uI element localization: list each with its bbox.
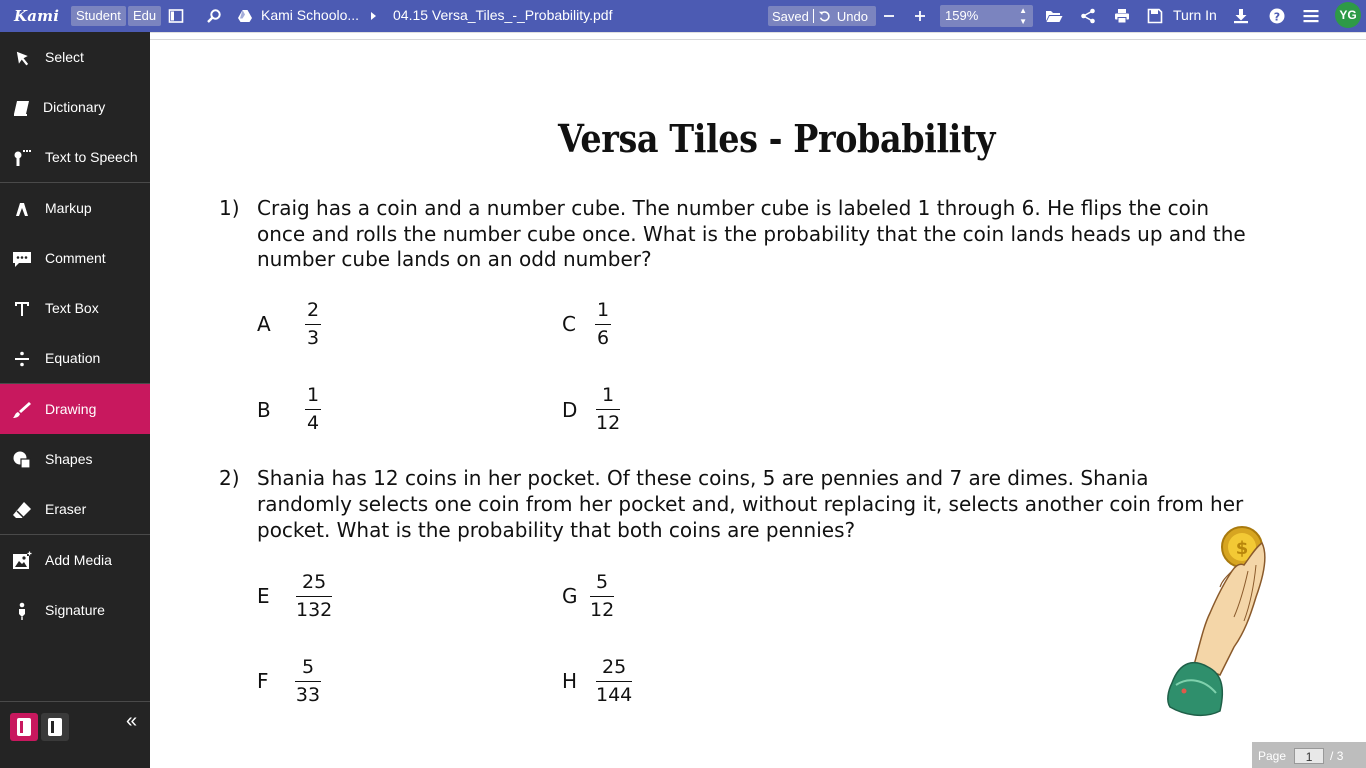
turn-in-button[interactable]: Turn In	[1173, 7, 1217, 23]
question-1-line-2: once and rolls the number cube once. What is the probability that the coin lands heads up and the	[257, 221, 1246, 246]
zoom-value: 159%	[945, 8, 979, 23]
page-label: Page	[1258, 748, 1287, 763]
print-icon[interactable]	[1114, 8, 1130, 24]
numerator: 1	[306, 384, 320, 406]
page-indicator	[1252, 742, 1366, 768]
sidebar-item-label: Shapes	[45, 451, 93, 467]
divide-icon	[11, 348, 33, 370]
numerator: 25	[602, 656, 627, 678]
sidebar-item-drawing[interactable]	[0, 384, 150, 434]
denominator: 33	[295, 684, 321, 706]
save-status-group	[768, 6, 876, 26]
question-1-line-1: Craig has a coin and a number cube. The number cube is labeled 1 through 6. He flips the coin	[257, 196, 1210, 220]
page-edge	[150, 39, 1366, 40]
undo-icon	[818, 10, 830, 22]
denominator: 12	[596, 412, 621, 434]
page-number-input[interactable]: 1	[1294, 748, 1324, 764]
denominator: 3	[306, 327, 320, 349]
collapse-sidebar-icon[interactable]: «	[126, 710, 138, 732]
pen-icon	[11, 600, 33, 622]
select-arrows-icon: ▲ ▼	[1019, 6, 1027, 26]
numerator: 1	[602, 384, 615, 406]
option-fraction	[296, 571, 332, 621]
avatar[interactable]: YG	[1335, 2, 1361, 28]
highlighter-icon	[11, 198, 33, 220]
fraction-bar	[296, 596, 332, 597]
denominator: 132	[296, 599, 333, 621]
kami-logo[interactable]: Kami	[14, 7, 60, 25]
chevron-right-icon	[365, 8, 381, 24]
sidebar-item-signature[interactable]	[0, 585, 150, 635]
sidebar-item-text-to-speech[interactable]	[0, 132, 150, 182]
sidebar-item-comment[interactable]	[0, 233, 150, 283]
sidebar-item-label: Equation	[45, 350, 101, 366]
denominator: 4	[306, 412, 320, 434]
download-icon[interactable]	[1233, 8, 1249, 24]
saved-status: Saved	[772, 8, 809, 24]
sidebar-item-label: Text Box	[45, 300, 99, 316]
option-fraction	[305, 384, 321, 434]
page-total: / 3	[1330, 748, 1344, 763]
option-letter: H	[562, 669, 578, 693]
fraction-bar	[305, 409, 321, 410]
question-number: 1)	[219, 196, 240, 220]
shapes-icon	[11, 449, 33, 471]
sidebar-item-eraser[interactable]	[0, 484, 150, 534]
sidebar-item-label: Text to Speech	[45, 149, 138, 165]
sidebar-item-label: Eraser	[45, 501, 87, 517]
sidebar-item-label: Signature	[45, 602, 105, 618]
sidebar-item-label: Dictionary	[43, 99, 106, 115]
zoom-out-icon[interactable]	[881, 8, 897, 24]
undo-label: Undo	[836, 8, 868, 24]
svg-text:$: $	[1235, 538, 1249, 559]
sidebar-item-markup[interactable]	[0, 183, 150, 233]
option-letter: E	[257, 584, 270, 608]
search-icon[interactable]	[206, 8, 222, 24]
document-viewer[interactable]	[150, 32, 1366, 768]
option-letter: A	[257, 312, 271, 336]
denominator: 144	[596, 684, 633, 706]
zoom-select[interactable]	[940, 5, 1033, 27]
sidebar-toggle-icon[interactable]	[168, 8, 184, 24]
text-icon	[11, 298, 33, 320]
google-drive-icon	[237, 8, 253, 24]
help-icon[interactable]	[1269, 8, 1285, 24]
single-page-icon	[17, 718, 31, 736]
option-fraction	[305, 299, 321, 349]
option-letter: F	[257, 669, 269, 693]
sidebar-item-label: Select	[45, 49, 84, 65]
option-fraction	[595, 299, 611, 349]
sidebar-item-add-media[interactable]	[0, 535, 150, 585]
question-2-line-3: pocket. What is the probability that both coins are pennies?	[257, 518, 856, 542]
undo-button[interactable]	[814, 9, 876, 24]
option-letter: G	[562, 584, 578, 608]
page-panel-button[interactable]	[41, 713, 69, 741]
option-fraction	[590, 571, 614, 621]
numerator: 1	[596, 299, 610, 321]
numerator: 5	[596, 571, 609, 593]
document-title: Versa Tiles - Probability	[558, 116, 995, 161]
sidebar-item-shapes[interactable]	[0, 434, 150, 484]
breadcrumb-file[interactable]: 04.15 Versa_Tiles_-_Probability.pdf	[393, 7, 613, 23]
fraction-bar	[596, 681, 632, 682]
denominator: 12	[590, 599, 615, 621]
sidebar-item-select[interactable]	[0, 32, 150, 82]
eraser-icon	[11, 499, 33, 521]
option-letter: D	[562, 398, 578, 422]
fraction-bar	[305, 324, 321, 325]
breadcrumb-folder[interactable]: Kami Schoolo...	[261, 7, 360, 23]
sidebar-item-label: Add Media	[45, 552, 112, 568]
share-icon[interactable]	[1080, 8, 1096, 24]
option-letter: C	[562, 312, 576, 336]
sidebar-item-label: Drawing	[45, 401, 97, 417]
question-2-line-1: Shania has 12 coins in her pocket. Of these coins, 5 are pennies and 7 are dimes. Shania	[257, 466, 1149, 490]
comment-icon	[11, 248, 33, 270]
numerator: 5	[301, 656, 315, 678]
sidebar-item-label: Markup	[45, 200, 92, 216]
hand-holding-coin-image	[1164, 525, 1274, 720]
numerator: 25	[302, 571, 327, 593]
svg-text:?: ?	[1273, 10, 1281, 24]
sidebar-item-label: Comment	[45, 250, 106, 266]
sidebar-item-dictionary[interactable]	[0, 82, 150, 132]
student-badge: Student	[71, 6, 126, 26]
top-toolbar	[0, 0, 1366, 32]
sidebar-item-equation[interactable]	[0, 333, 150, 383]
fraction-bar	[596, 409, 620, 410]
tool-sidebar	[0, 32, 150, 768]
option-fraction	[295, 656, 321, 706]
speech-icon	[11, 147, 33, 169]
question-1-line-3: number cube lands on an odd number?	[257, 247, 652, 272]
hamburger-menu-icon[interactable]	[1303, 8, 1319, 24]
brush-icon	[11, 399, 33, 421]
fraction-bar	[295, 681, 321, 682]
question-2-line-2: randomly selects one coin from her pocket and, without replacing it, selects another coin from her	[257, 492, 1244, 516]
zoom-in-icon[interactable]	[912, 8, 928, 24]
save-icon[interactable]	[1147, 8, 1163, 24]
open-folder-icon[interactable]	[1045, 8, 1063, 24]
page-panel-icon	[48, 718, 62, 736]
option-fraction	[596, 384, 620, 434]
option-fraction	[596, 656, 632, 706]
edu-badge: Edu	[128, 6, 161, 26]
cursor-icon	[11, 47, 33, 69]
single-page-view-button[interactable]	[10, 713, 38, 741]
question-number: 2)	[219, 466, 240, 490]
option-letter: B	[257, 398, 271, 422]
numerator: 2	[306, 299, 320, 321]
sidebar-item-text-box[interactable]	[0, 283, 150, 333]
image-icon	[11, 550, 33, 572]
fraction-bar	[590, 596, 614, 597]
sidebar-footer	[0, 701, 150, 768]
denominator: 6	[596, 327, 610, 349]
book-icon	[11, 97, 33, 119]
fraction-bar	[595, 324, 611, 325]
